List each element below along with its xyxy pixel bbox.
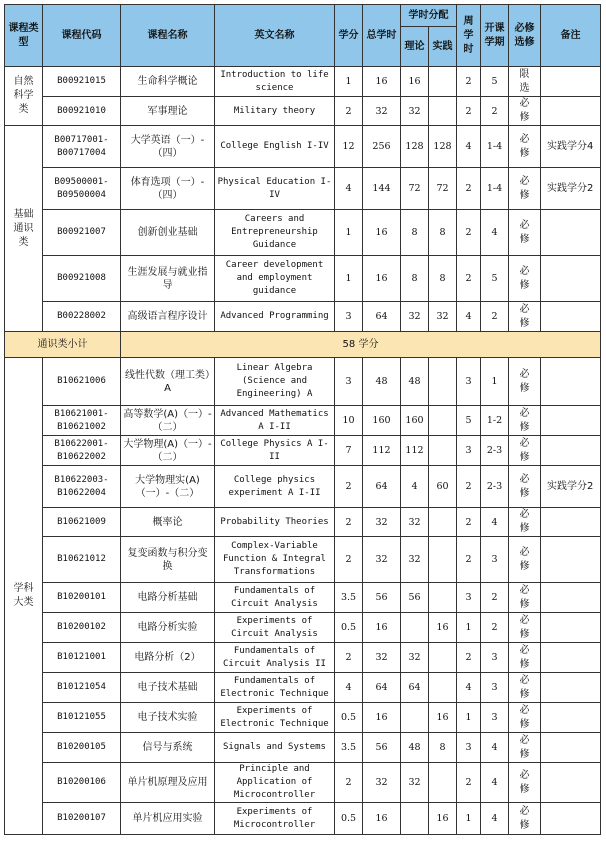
course-remark bbox=[541, 703, 601, 733]
table-row bbox=[5, 406, 601, 436]
course-remark bbox=[541, 508, 601, 537]
table-row bbox=[5, 210, 601, 256]
course-hours: 160 bbox=[363, 406, 401, 436]
course-english: Probability Theories bbox=[215, 508, 335, 537]
course-remark: 实践学分2 bbox=[541, 466, 601, 508]
course-term: 1-4 bbox=[481, 168, 509, 210]
course-hours: 56 bbox=[363, 583, 401, 613]
course-practice: 16 bbox=[429, 703, 457, 733]
course-remark bbox=[541, 67, 601, 97]
course-weekly: 3 bbox=[457, 733, 481, 763]
curriculum-table bbox=[4, 4, 601, 835]
course-weekly: 2 bbox=[457, 67, 481, 97]
course-english: Fundamentals of Electronic Technique bbox=[215, 673, 335, 703]
course-hours: 32 bbox=[363, 763, 401, 803]
course-theory: 112 bbox=[401, 436, 429, 466]
course-required: 必修 bbox=[509, 210, 541, 256]
course-credits: 0.5 bbox=[335, 613, 363, 643]
course-required: 必修 bbox=[509, 583, 541, 613]
table-row bbox=[5, 508, 601, 537]
header-remark: 备注 bbox=[541, 5, 601, 67]
course-weekly: 2 bbox=[457, 97, 481, 126]
course-theory: 56 bbox=[401, 583, 429, 613]
course-theory: 32 bbox=[401, 643, 429, 673]
table-row bbox=[5, 67, 601, 97]
course-hours: 32 bbox=[363, 537, 401, 583]
course-term: 1-2 bbox=[481, 406, 509, 436]
table-row bbox=[5, 436, 601, 466]
course-required: 必修 bbox=[509, 302, 541, 332]
course-weekly: 4 bbox=[457, 673, 481, 703]
course-term: 4 bbox=[481, 803, 509, 835]
course-hours: 16 bbox=[363, 613, 401, 643]
course-remark bbox=[541, 613, 601, 643]
course-theory: 48 bbox=[401, 733, 429, 763]
table-row bbox=[5, 358, 601, 406]
course-practice bbox=[429, 763, 457, 803]
course-hours: 16 bbox=[363, 210, 401, 256]
course-credits: 10 bbox=[335, 406, 363, 436]
course-hours: 64 bbox=[363, 673, 401, 703]
course-practice: 128 bbox=[429, 126, 457, 168]
course-name: 单片机原理及应用 bbox=[121, 763, 215, 803]
table-row bbox=[5, 256, 601, 302]
course-english: Advanced Programming bbox=[215, 302, 335, 332]
course-english: Careers and Entrepreneurship Guidance bbox=[215, 210, 335, 256]
course-practice: 8 bbox=[429, 256, 457, 302]
course-hours: 56 bbox=[363, 733, 401, 763]
course-practice bbox=[429, 673, 457, 703]
course-term: 4 bbox=[481, 733, 509, 763]
course-theory: 32 bbox=[401, 97, 429, 126]
header-code: 课程代码 bbox=[43, 5, 121, 67]
course-remark: 实践学分4 bbox=[541, 126, 601, 168]
course-remark bbox=[541, 537, 601, 583]
course-hours: 64 bbox=[363, 302, 401, 332]
course-term: 4 bbox=[481, 210, 509, 256]
header-term: 开课学期 bbox=[481, 5, 509, 67]
course-group: 自然科学类 bbox=[5, 67, 43, 126]
course-name: 创新创业基础 bbox=[121, 210, 215, 256]
course-required: 必修 bbox=[509, 673, 541, 703]
course-theory: 8 bbox=[401, 210, 429, 256]
course-english: College English I-IV bbox=[215, 126, 335, 168]
course-code: B09500001-B09500004 bbox=[43, 168, 121, 210]
course-practice bbox=[429, 406, 457, 436]
table-row bbox=[5, 673, 601, 703]
course-hours: 16 bbox=[363, 703, 401, 733]
course-credits: 12 bbox=[335, 126, 363, 168]
course-name: 体育选项（一）-（四） bbox=[121, 168, 215, 210]
header-theory: 理论 bbox=[401, 27, 429, 67]
course-credits: 3 bbox=[335, 302, 363, 332]
course-name: 生涯发展与就业指导 bbox=[121, 256, 215, 302]
course-required: 限选 bbox=[509, 67, 541, 97]
course-code: B10200106 bbox=[43, 763, 121, 803]
course-term: 3 bbox=[481, 643, 509, 673]
course-hours: 32 bbox=[363, 508, 401, 537]
course-hours: 16 bbox=[363, 256, 401, 302]
course-code: B00921007 bbox=[43, 210, 121, 256]
course-weekly: 5 bbox=[457, 406, 481, 436]
course-english: Complex-Variable Function & Integral Transformations bbox=[215, 537, 335, 583]
course-code: B00921008 bbox=[43, 256, 121, 302]
course-english: Experiments of Microcontroller bbox=[215, 803, 335, 835]
course-practice: 32 bbox=[429, 302, 457, 332]
course-hours: 16 bbox=[363, 67, 401, 97]
course-remark bbox=[541, 436, 601, 466]
table-row bbox=[5, 613, 601, 643]
header-required: 必修选修 bbox=[509, 5, 541, 67]
course-practice bbox=[429, 643, 457, 673]
course-credits: 4 bbox=[335, 673, 363, 703]
course-theory: 4 bbox=[401, 466, 429, 508]
course-practice: 8 bbox=[429, 733, 457, 763]
course-hours: 64 bbox=[363, 466, 401, 508]
course-code: B10200102 bbox=[43, 613, 121, 643]
course-name: 电路分析实验 bbox=[121, 613, 215, 643]
course-hours: 32 bbox=[363, 97, 401, 126]
course-weekly: 2 bbox=[457, 537, 481, 583]
course-weekly: 1 bbox=[457, 703, 481, 733]
course-english: College physics experiment A I-II bbox=[215, 466, 335, 508]
course-name: 大学物理(A)（一）-（二） bbox=[121, 436, 215, 466]
course-practice bbox=[429, 508, 457, 537]
table-row bbox=[5, 466, 601, 508]
course-credits: 3.5 bbox=[335, 733, 363, 763]
course-group: 基础通识类 bbox=[5, 126, 43, 332]
course-english: Experiments of Circuit Analysis bbox=[215, 613, 335, 643]
course-english: Fundamentals of Circuit Analysis II bbox=[215, 643, 335, 673]
course-english: Linear Algebra (Science and Engineering) A bbox=[215, 358, 335, 406]
course-remark bbox=[541, 210, 601, 256]
course-remark bbox=[541, 406, 601, 436]
course-name: 电子技术基础 bbox=[121, 673, 215, 703]
table-row bbox=[5, 583, 601, 613]
course-practice bbox=[429, 583, 457, 613]
course-remark bbox=[541, 302, 601, 332]
course-english: Signals and Systems bbox=[215, 733, 335, 763]
course-weekly: 3 bbox=[457, 583, 481, 613]
course-practice bbox=[429, 436, 457, 466]
course-theory bbox=[401, 703, 429, 733]
course-english: Introduction to life science bbox=[215, 67, 335, 97]
course-name: 复变函数与积分变换 bbox=[121, 537, 215, 583]
header-hours: 总学时 bbox=[363, 5, 401, 67]
course-term: 2 bbox=[481, 613, 509, 643]
course-code: B10622001-B10622002 bbox=[43, 436, 121, 466]
course-remark bbox=[541, 256, 601, 302]
course-practice bbox=[429, 358, 457, 406]
course-code: B00717001-B00717004 bbox=[43, 126, 121, 168]
course-code: B10200101 bbox=[43, 583, 121, 613]
course-theory: 72 bbox=[401, 168, 429, 210]
course-practice bbox=[429, 97, 457, 126]
course-term: 3 bbox=[481, 537, 509, 583]
course-term: 4 bbox=[481, 508, 509, 537]
course-theory bbox=[401, 803, 429, 835]
table-row bbox=[5, 302, 601, 332]
course-hours: 112 bbox=[363, 436, 401, 466]
course-code: B10622003-B10622004 bbox=[43, 466, 121, 508]
course-term: 5 bbox=[481, 67, 509, 97]
course-name: 大学英语（一）-（四） bbox=[121, 126, 215, 168]
course-term: 3 bbox=[481, 703, 509, 733]
course-practice: 60 bbox=[429, 466, 457, 508]
course-required: 必修 bbox=[509, 643, 541, 673]
course-code: B10621001-B10621002 bbox=[43, 406, 121, 436]
course-weekly: 4 bbox=[457, 126, 481, 168]
course-credits: 2 bbox=[335, 466, 363, 508]
course-weekly: 4 bbox=[457, 302, 481, 332]
course-code: B00228002 bbox=[43, 302, 121, 332]
course-weekly: 2 bbox=[457, 643, 481, 673]
course-credits: 3.5 bbox=[335, 583, 363, 613]
course-code: B10200105 bbox=[43, 733, 121, 763]
course-english: Principle and Application of Microcontroller bbox=[215, 763, 335, 803]
course-english: Experiments of Electronic Technique bbox=[215, 703, 335, 733]
subtotal-value: 58 学分 bbox=[121, 332, 601, 358]
course-term: 2 bbox=[481, 97, 509, 126]
course-weekly: 2 bbox=[457, 210, 481, 256]
table-row bbox=[5, 168, 601, 210]
subtotal-label: 通识类小计 bbox=[5, 332, 121, 358]
course-practice bbox=[429, 67, 457, 97]
course-credits: 0.5 bbox=[335, 803, 363, 835]
course-term: 1-4 bbox=[481, 126, 509, 168]
course-name: 信号与系统 bbox=[121, 733, 215, 763]
table-row bbox=[5, 643, 601, 673]
course-term: 2-3 bbox=[481, 436, 509, 466]
course-required: 必修 bbox=[509, 508, 541, 537]
course-hours: 32 bbox=[363, 643, 401, 673]
course-theory: 48 bbox=[401, 358, 429, 406]
table-row bbox=[5, 537, 601, 583]
course-weekly: 2 bbox=[457, 508, 481, 537]
course-remark bbox=[541, 673, 601, 703]
header-credits: 学分 bbox=[335, 5, 363, 67]
course-theory: 8 bbox=[401, 256, 429, 302]
course-theory: 16 bbox=[401, 67, 429, 97]
course-required: 必修 bbox=[509, 168, 541, 210]
course-english: Fundamentals of Circuit Analysis bbox=[215, 583, 335, 613]
course-term: 2-3 bbox=[481, 466, 509, 508]
course-name: 单片机应用实验 bbox=[121, 803, 215, 835]
course-theory: 128 bbox=[401, 126, 429, 168]
course-credits: 7 bbox=[335, 436, 363, 466]
course-weekly: 2 bbox=[457, 256, 481, 302]
table-row bbox=[5, 703, 601, 733]
course-hours: 48 bbox=[363, 358, 401, 406]
course-required: 必修 bbox=[509, 126, 541, 168]
course-hours: 144 bbox=[363, 168, 401, 210]
course-credits: 2 bbox=[335, 537, 363, 583]
course-code: B00921010 bbox=[43, 97, 121, 126]
course-name: 高等数学(A)（一）-（二） bbox=[121, 406, 215, 436]
course-code: B10621009 bbox=[43, 508, 121, 537]
course-weekly: 2 bbox=[457, 168, 481, 210]
course-remark bbox=[541, 643, 601, 673]
course-code: B10121054 bbox=[43, 673, 121, 703]
course-english: Military theory bbox=[215, 97, 335, 126]
course-credits: 3 bbox=[335, 358, 363, 406]
course-credits: 1 bbox=[335, 256, 363, 302]
course-practice bbox=[429, 537, 457, 583]
course-term: 5 bbox=[481, 256, 509, 302]
course-remark bbox=[541, 763, 601, 803]
course-hours: 256 bbox=[363, 126, 401, 168]
course-required: 必修 bbox=[509, 406, 541, 436]
course-weekly: 2 bbox=[457, 763, 481, 803]
course-credits: 2 bbox=[335, 643, 363, 673]
course-required: 必修 bbox=[509, 703, 541, 733]
course-remark bbox=[541, 358, 601, 406]
course-required: 必修 bbox=[509, 613, 541, 643]
course-term: 3 bbox=[481, 673, 509, 703]
course-theory: 160 bbox=[401, 406, 429, 436]
course-required: 必修 bbox=[509, 436, 541, 466]
course-remark bbox=[541, 803, 601, 835]
course-code: B10621012 bbox=[43, 537, 121, 583]
course-remark bbox=[541, 583, 601, 613]
course-hours: 16 bbox=[363, 803, 401, 835]
course-name: 大学物理实(A)（一）-（二） bbox=[121, 466, 215, 508]
header-alloc: 学时分配 bbox=[401, 5, 457, 27]
header-name: 课程名称 bbox=[121, 5, 215, 67]
subtotal-row bbox=[5, 332, 601, 358]
course-theory: 32 bbox=[401, 508, 429, 537]
course-required: 必修 bbox=[509, 97, 541, 126]
course-name: 生命科学概论 bbox=[121, 67, 215, 97]
course-credits: 2 bbox=[335, 97, 363, 126]
header-weekly: 周学时 bbox=[457, 5, 481, 67]
course-required: 必修 bbox=[509, 537, 541, 583]
course-credits: 4 bbox=[335, 168, 363, 210]
course-term: 4 bbox=[481, 763, 509, 803]
course-name: 电子技术实验 bbox=[121, 703, 215, 733]
course-weekly: 3 bbox=[457, 358, 481, 406]
course-theory: 64 bbox=[401, 673, 429, 703]
course-remark bbox=[541, 97, 601, 126]
course-code: B10621006 bbox=[43, 358, 121, 406]
course-name: 线性代数（理工类）A bbox=[121, 358, 215, 406]
header-type: 课程类型 bbox=[5, 5, 43, 67]
course-credits: 0.5 bbox=[335, 703, 363, 733]
course-name: 军事理论 bbox=[121, 97, 215, 126]
table-row bbox=[5, 126, 601, 168]
course-practice: 16 bbox=[429, 613, 457, 643]
course-required: 必修 bbox=[509, 466, 541, 508]
course-english: Advanced Mathematics A I-II bbox=[215, 406, 335, 436]
course-credits: 1 bbox=[335, 210, 363, 256]
course-term: 2 bbox=[481, 583, 509, 613]
course-remark bbox=[541, 733, 601, 763]
course-name: 电路分析（2） bbox=[121, 643, 215, 673]
course-name: 高级语言程序设计 bbox=[121, 302, 215, 332]
course-english: College Physics A I-II bbox=[215, 436, 335, 466]
course-practice: 72 bbox=[429, 168, 457, 210]
course-weekly: 2 bbox=[457, 466, 481, 508]
course-required: 必修 bbox=[509, 763, 541, 803]
course-practice: 16 bbox=[429, 803, 457, 835]
course-theory bbox=[401, 613, 429, 643]
course-required: 必修 bbox=[509, 256, 541, 302]
course-name: 概率论 bbox=[121, 508, 215, 537]
header-english: 英文名称 bbox=[215, 5, 335, 67]
course-english: Physical Education I-IV bbox=[215, 168, 335, 210]
course-code: B10200107 bbox=[43, 803, 121, 835]
table-row bbox=[5, 803, 601, 835]
course-theory: 32 bbox=[401, 537, 429, 583]
course-credits: 2 bbox=[335, 508, 363, 537]
course-required: 必修 bbox=[509, 733, 541, 763]
course-required: 必修 bbox=[509, 358, 541, 406]
course-group: 学科大类 bbox=[5, 358, 43, 835]
course-practice: 8 bbox=[429, 210, 457, 256]
header-practice: 实践 bbox=[429, 27, 457, 67]
course-credits: 1 bbox=[335, 67, 363, 97]
course-name: 电路分析基础 bbox=[121, 583, 215, 613]
course-weekly: 1 bbox=[457, 803, 481, 835]
table-row bbox=[5, 97, 601, 126]
course-credits: 2 bbox=[335, 763, 363, 803]
course-required: 必修 bbox=[509, 803, 541, 835]
course-theory: 32 bbox=[401, 302, 429, 332]
course-code: B10121001 bbox=[43, 643, 121, 673]
course-code: B00921015 bbox=[43, 67, 121, 97]
table-row bbox=[5, 763, 601, 803]
course-english: Career development and employment guidance bbox=[215, 256, 335, 302]
course-remark: 实践学分2 bbox=[541, 168, 601, 210]
course-term: 1 bbox=[481, 358, 509, 406]
course-weekly: 3 bbox=[457, 436, 481, 466]
course-weekly: 1 bbox=[457, 613, 481, 643]
course-code: B10121055 bbox=[43, 703, 121, 733]
course-theory: 32 bbox=[401, 763, 429, 803]
course-term: 2 bbox=[481, 302, 509, 332]
table-row bbox=[5, 733, 601, 763]
